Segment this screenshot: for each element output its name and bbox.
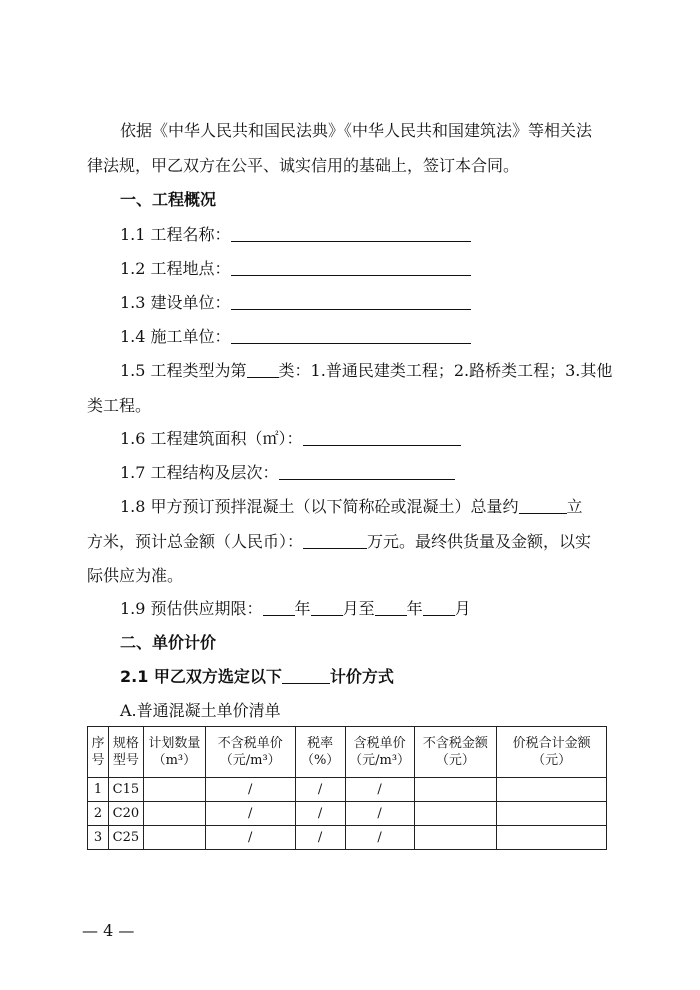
year-label: 年 bbox=[406, 599, 423, 618]
header-cell: 规格 型号 bbox=[108, 727, 143, 778]
table-cell[interactable] bbox=[497, 826, 607, 850]
page-number: — 4 — bbox=[82, 921, 135, 940]
item-1-8 bbox=[120, 496, 583, 518]
item-1-9 bbox=[120, 598, 471, 620]
item-1-8-line-3: 际供应为准。 bbox=[87, 566, 184, 585]
item-1-8-line2-prefix: 方米，预计总金额（人民币）： bbox=[87, 532, 304, 551]
project-name-blank[interactable] bbox=[231, 225, 471, 242]
item-1-5-prefix: 1.5 工程类型为第 bbox=[120, 361, 247, 380]
header-cell: 价税合计金额 （元） bbox=[497, 727, 607, 778]
item-1-1 bbox=[120, 224, 471, 246]
intro-line-1: 依据《中华人民共和国民法典》《中华人民共和国建筑法》等相关法 bbox=[120, 121, 593, 140]
table-cell: / bbox=[205, 778, 295, 802]
header-cell: 含税单价 （元/m³） bbox=[345, 727, 414, 778]
item-1-6 bbox=[120, 428, 461, 450]
project-type-blank[interactable] bbox=[247, 361, 279, 378]
table-cell: / bbox=[295, 802, 345, 826]
section2-1 bbox=[120, 666, 394, 688]
table-row bbox=[88, 826, 607, 850]
table-cell[interactable] bbox=[414, 802, 497, 826]
item-1-7 bbox=[120, 462, 455, 484]
header-cell: 序 号 bbox=[88, 727, 109, 778]
end-month-blank[interactable] bbox=[423, 599, 455, 616]
table-cell: 3 bbox=[88, 826, 109, 850]
item-label: 1.1 工程名称： bbox=[120, 225, 231, 244]
start-month-blank[interactable] bbox=[311, 599, 343, 616]
item-label: 1.3 建设单位： bbox=[120, 293, 231, 312]
item-1-3 bbox=[120, 292, 471, 314]
contractor-unit-blank[interactable] bbox=[231, 327, 471, 344]
month-to-label: 月至 bbox=[342, 599, 375, 618]
section2-heading: 二、单价计价 bbox=[120, 633, 217, 652]
total-amount-blank[interactable] bbox=[303, 532, 367, 549]
month-label: 月 bbox=[454, 599, 471, 618]
table-cell: / bbox=[205, 826, 295, 850]
construction-unit-blank[interactable] bbox=[231, 293, 471, 310]
table-cell: C15 bbox=[108, 778, 143, 802]
table-cell[interactable] bbox=[414, 826, 497, 850]
pricing-method-blank[interactable] bbox=[282, 667, 330, 684]
table-cell: 1 bbox=[88, 778, 109, 802]
header-cell: 计划数量 （m³） bbox=[143, 727, 205, 778]
header-cell: 税率 （%） bbox=[295, 727, 345, 778]
end-year-blank[interactable] bbox=[375, 599, 407, 616]
year-label: 年 bbox=[294, 599, 311, 618]
item-1-5 bbox=[120, 360, 612, 382]
table-title: A.普通混凝土单价清单 bbox=[120, 701, 281, 720]
table-cell[interactable] bbox=[143, 802, 205, 826]
table-cell[interactable] bbox=[143, 826, 205, 850]
table-row bbox=[88, 778, 607, 802]
item-1-8-prefix: 1.8 甲方预订预拌混凝土（以下简称砼或混凝土）总量约 bbox=[120, 497, 519, 516]
item-1-5-suffix: 类：1.普通民建类工程；2.路桥类工程；3.其他 bbox=[278, 361, 613, 380]
item-label: 1.4 施工单位： bbox=[120, 327, 231, 346]
item-1-6-label: 1.6 工程建筑面积（㎡）： bbox=[120, 429, 303, 448]
structure-blank[interactable] bbox=[279, 463, 455, 480]
section2-1-suffix: 计价方式 bbox=[329, 667, 394, 686]
intro-line-2: 律法规，甲乙双方在公平、诚实信用的基础上，签订本合同。 bbox=[87, 156, 520, 175]
table-cell: 2 bbox=[88, 802, 109, 826]
table-cell[interactable] bbox=[143, 778, 205, 802]
table-cell: C20 bbox=[108, 802, 143, 826]
item-label: 1.2 工程地点： bbox=[120, 259, 231, 278]
table-cell: / bbox=[345, 826, 414, 850]
building-area-blank[interactable] bbox=[303, 429, 461, 446]
table-cell: / bbox=[205, 802, 295, 826]
item-1-9-prefix: 1.9 预估供应期限： bbox=[120, 599, 263, 618]
start-year-blank[interactable] bbox=[263, 599, 295, 616]
header-cell: 不含税单价 （元/m³） bbox=[205, 727, 295, 778]
item-1-5-line-2: 类工程。 bbox=[87, 396, 152, 415]
table-cell: / bbox=[345, 802, 414, 826]
item-1-4 bbox=[120, 326, 471, 348]
table-header-row bbox=[88, 727, 607, 778]
item-1-8-line2-suffix: 万元。最终供货量及金额，以实 bbox=[367, 532, 592, 551]
table-cell: / bbox=[295, 778, 345, 802]
table-cell: / bbox=[345, 778, 414, 802]
table-cell[interactable] bbox=[414, 778, 497, 802]
table-cell[interactable] bbox=[497, 802, 607, 826]
price-table bbox=[87, 726, 607, 850]
table-row bbox=[88, 802, 607, 826]
item-1-8-line-2 bbox=[87, 531, 591, 553]
concrete-volume-blank[interactable] bbox=[519, 497, 567, 514]
section2-1-prefix: 2.1 甲乙双方选定以下 bbox=[120, 667, 282, 686]
table-cell: / bbox=[295, 826, 345, 850]
item-1-2 bbox=[120, 258, 471, 280]
table-cell: C25 bbox=[108, 826, 143, 850]
section1-heading: 一、工程概况 bbox=[120, 190, 217, 209]
header-cell: 不含税金额 （元） bbox=[414, 727, 497, 778]
table-cell[interactable] bbox=[497, 778, 607, 802]
item-1-8-suffix: 立 bbox=[566, 497, 583, 516]
project-location-blank[interactable] bbox=[231, 259, 471, 276]
item-1-7-label: 1.7 工程结构及层次： bbox=[120, 463, 279, 482]
